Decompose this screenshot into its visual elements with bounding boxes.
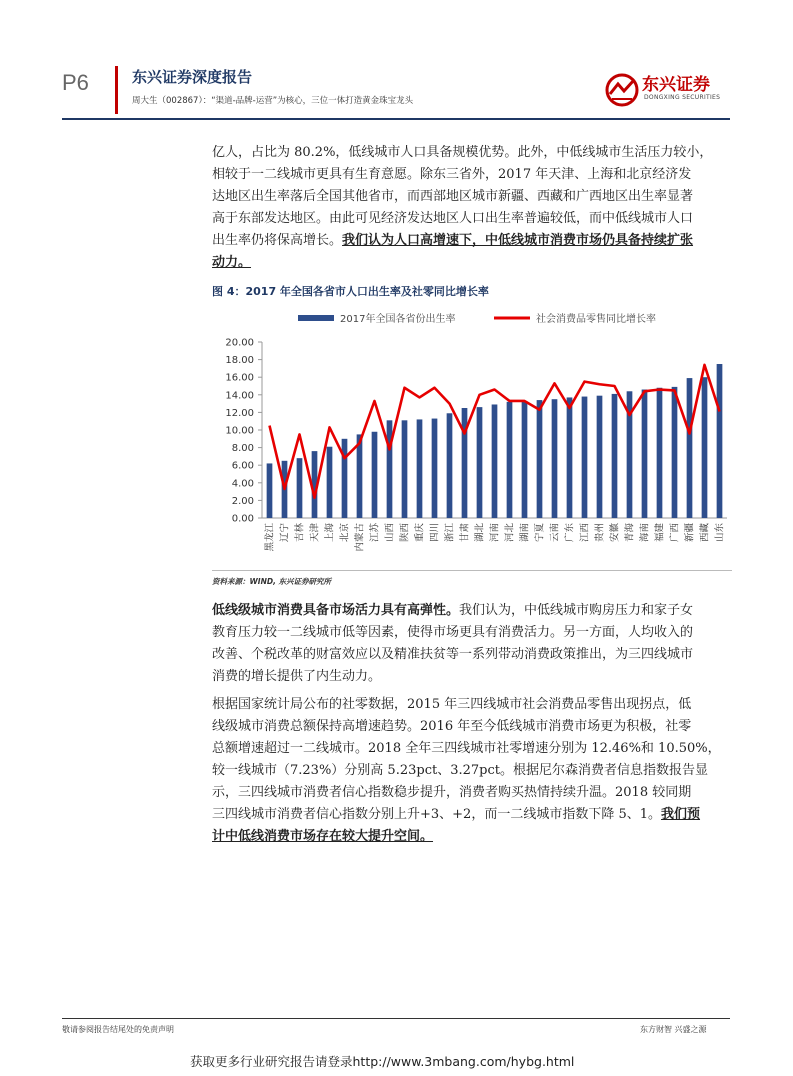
- figure-title: 图 4：2017 年全国各省市人口出生率及社零同比增长率: [212, 285, 489, 298]
- text-line: [212, 252, 732, 274]
- page-number: P6: [62, 70, 89, 95]
- legend-label-birth-rate: 2017年全国各省份出生率: [340, 314, 456, 325]
- bar-浙江: [447, 413, 453, 518]
- x-tick-label: 陕西: [399, 523, 411, 543]
- text-line: [212, 230, 732, 252]
- y-tick-label: 20.00: [225, 337, 254, 349]
- x-tick-label: 贵州: [594, 523, 606, 543]
- chart: [212, 300, 732, 570]
- bar-四川: [432, 419, 438, 518]
- y-tick-label: 14.00: [225, 390, 254, 402]
- text-line: [212, 782, 732, 804]
- x-tick-label: 上海: [324, 523, 336, 543]
- text-line: 改善、个税改革的财富效应以及精准扶贫等一系列带动消费政策推出，为三四线城市: [212, 647, 694, 662]
- header-divider: [62, 118, 730, 120]
- y-tick-label: 12.00: [225, 407, 254, 419]
- x-tick-label: 北京: [339, 523, 351, 543]
- x-tick-label: 湖南: [519, 523, 531, 543]
- x-tick-label: 四川: [429, 523, 441, 543]
- chart-svg: [212, 300, 732, 570]
- x-tick-label: 辽宁: [279, 523, 291, 543]
- text-line: [212, 600, 732, 622]
- y-tick-label: 6.00: [231, 460, 254, 472]
- disclaimer-note: 敬请参阅报告结尾处的免责声明: [62, 1025, 174, 1034]
- y-tick-label: 2.00: [231, 495, 254, 507]
- bar-贵州: [597, 396, 603, 518]
- emphasis-text: 计中低线消费市场存在较大提升空间。: [212, 829, 434, 844]
- x-tick-label: 江苏: [369, 523, 381, 543]
- bar-河南: [492, 404, 498, 518]
- bar-江西: [582, 397, 588, 518]
- bar-海南: [642, 390, 648, 518]
- lead-sentence: 低线级城市消费具备市场活力具有高弹性。: [212, 603, 460, 618]
- text-line: 高于东部发达地区。由此可见经济发达地区人口出生率普遍较低，而中低线城市人口: [212, 211, 694, 226]
- y-tick-label: 18.00: [225, 355, 254, 367]
- bar-陕西: [402, 420, 408, 518]
- text-line: 较一线城市（7.23%）分别高 5.23pct、3.27pct。根据尼尔森消费者信息指数报告显: [212, 763, 708, 778]
- y-tick-label: 0.00: [231, 513, 254, 525]
- bar-福建: [657, 388, 663, 518]
- emphasis-text: 我们预: [661, 807, 701, 822]
- bar-西藏: [702, 377, 708, 518]
- text-line: [212, 826, 732, 848]
- bar-安徽: [612, 394, 618, 518]
- promo-link-text[interactable]: 获取更多行业研究报告请登录http://www.3mbang.com/hybg.html: [190, 1054, 575, 1069]
- x-tick-label: 甘肃: [459, 523, 471, 543]
- x-tick-label: 天津: [309, 523, 321, 543]
- text-line: 总额增速超过一二线城市。2018 全年三四线城市社零增速分别为 12.46%和 10.50%，: [212, 741, 721, 756]
- bar-云南: [552, 399, 558, 518]
- x-tick-label: 重庆: [414, 523, 426, 543]
- x-tick-label: 山西: [384, 523, 396, 543]
- text-line: 达地区出生率落后全国其他省市，而西部地区城市新疆、西藏和广西地区出生率显著: [212, 189, 694, 204]
- x-tick-label: 河北: [504, 523, 516, 543]
- bar-山西: [387, 420, 393, 518]
- paragraph-population: [212, 142, 732, 274]
- x-axis-labels: [264, 523, 726, 552]
- bar-宁夏: [537, 400, 543, 518]
- report-title: 东兴证券深度报告: [132, 68, 253, 86]
- x-tick-label: 内蒙古: [354, 523, 366, 552]
- x-tick-label: 山东: [714, 523, 726, 543]
- text-line: 亿人，占比为 80.2%，低线城市人口具备规模优势。此外，中低线城市生活压力较小，: [212, 145, 713, 160]
- bar-广西: [672, 387, 678, 518]
- bar-黑龙江: [267, 463, 273, 518]
- footer-divider: [62, 1018, 730, 1019]
- text-segment: 我们认为，中低线城市购房压力和家子女: [459, 603, 694, 618]
- paragraph-retail-data: [212, 694, 732, 848]
- emphasis-text: 动力。: [212, 255, 252, 270]
- bar-河北: [507, 402, 513, 518]
- bar-上海: [327, 447, 333, 518]
- logo-name: 东兴证券: [642, 75, 710, 95]
- text-line: 相较于一二线城市更具有生育意愿。除东三省外，2017 年天津、上海和北京经济发: [212, 167, 692, 182]
- x-tick-label: 新疆: [684, 523, 696, 543]
- legend-bar-swatch: [298, 315, 334, 321]
- logo-mark-icon: [604, 72, 640, 108]
- x-tick-label: 福建: [654, 523, 666, 543]
- bar-山东: [717, 364, 723, 518]
- x-tick-label: 浙江: [444, 523, 456, 543]
- text-segment: 出生率仍将保高增长。: [212, 233, 343, 248]
- x-tick-label: 广西: [669, 523, 681, 543]
- y-tick-label: 16.00: [225, 372, 254, 384]
- bar-吉林: [297, 458, 303, 518]
- paragraph-vitality: [212, 600, 732, 688]
- x-tick-label: 云南: [549, 523, 561, 543]
- y-tick-label: 8.00: [231, 443, 254, 455]
- header-accent-bar: [115, 66, 118, 114]
- figure-source: 资料来源：WIND, 东兴证券研究所: [212, 577, 332, 586]
- emphasis-text: 我们认为人口高增速下，中低线城市消费市场仍具备持续扩张: [342, 233, 694, 248]
- x-tick-label: 西藏: [699, 523, 711, 543]
- text-segment: 三四线城市消费者信心指数分别上升+3、+2，而一二线城市指数下降 5、1。: [212, 807, 662, 822]
- x-tick-label: 江西: [579, 523, 591, 543]
- y-tick-label: 10.00: [225, 425, 254, 437]
- bar-甘肃: [462, 408, 468, 518]
- bar-新疆: [687, 378, 693, 518]
- source-divider: [212, 570, 732, 571]
- x-tick-label: 吉林: [294, 523, 306, 543]
- company-slogan: 东方财智 兴盛之源: [640, 1025, 707, 1034]
- x-tick-label: 广东: [564, 523, 576, 543]
- bar-北京: [342, 439, 348, 518]
- x-tick-label: 湖北: [474, 523, 486, 543]
- text-line: 消费的增长提供了内生动力。: [212, 669, 382, 684]
- bar-重庆: [417, 419, 423, 518]
- x-tick-label: 宁夏: [534, 523, 546, 543]
- company-logo: [604, 70, 734, 112]
- text-line: 根据国家统计局公布的社零数据，2015 年三四线城市社会消费品零售出现拐点，低: [212, 697, 692, 712]
- bar-湖南: [522, 401, 528, 518]
- y-tick-label: 4.00: [231, 478, 254, 490]
- text-segment: 示，三四线城市消费者信心指数稳步提升，消费者购买热情持续升温。2018 较同期: [212, 785, 692, 800]
- logo-english-name: DONGXING SECURITIES: [644, 94, 721, 101]
- chart-legend: [298, 312, 656, 325]
- bar-湖北: [477, 407, 483, 518]
- x-tick-label: 黑龙江: [264, 523, 276, 552]
- text-line: 线级城市消费总额保持高增速趋势。2016 年至今低线城市消费市场更为积极，社零: [212, 719, 692, 734]
- bar-广东: [567, 397, 573, 518]
- text-line: [212, 804, 732, 826]
- bar-江苏: [372, 432, 378, 518]
- x-tick-label: 海南: [639, 523, 651, 543]
- x-tick-label: 安徽: [609, 523, 621, 543]
- x-tick-label: 河南: [489, 523, 501, 543]
- legend-label-retail-growth: 社会消费品零售同比增长率: [536, 314, 656, 325]
- x-tick-label: 青海: [624, 523, 636, 543]
- report-subtitle: 周大生（002867）：“渠道-品牌-运营”为核心，三位一体打造黄金珠宝龙头: [132, 96, 414, 106]
- text-line: 教育压力较一二线城市低等因素，使得市场更具有消费活力。另一方面，人均收入的: [212, 625, 694, 640]
